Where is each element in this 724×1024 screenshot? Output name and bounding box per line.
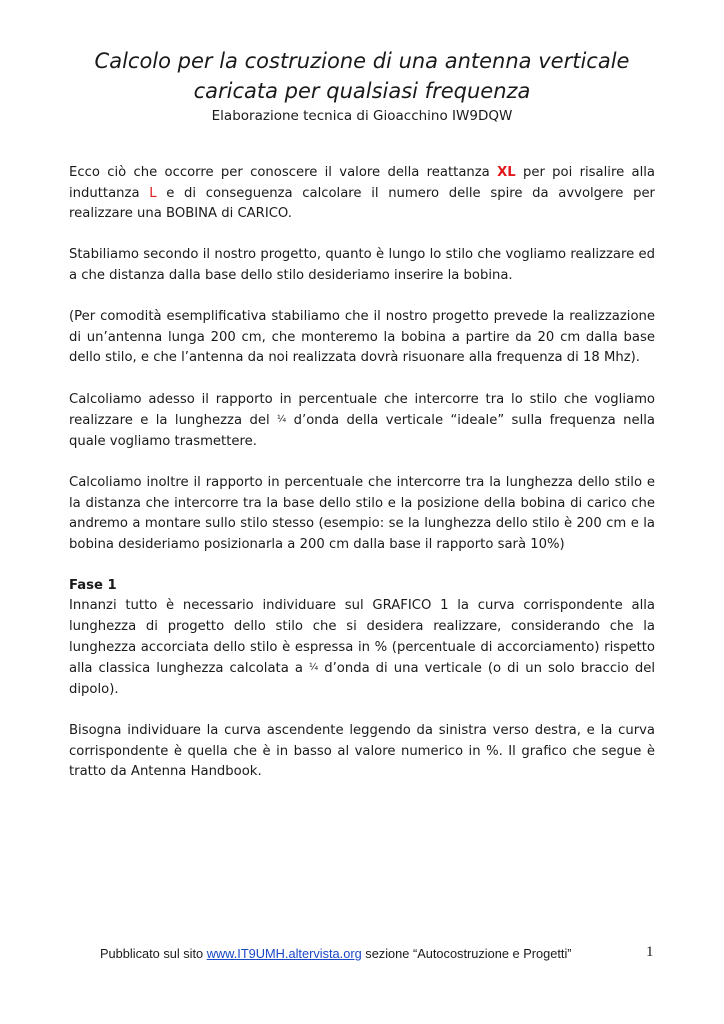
paragraph-4-text-b: d’onda della verticale “ideale” sulla frequenza nella quale vogliamo trasmettere.	[69, 413, 655, 449]
paragraph-1-text-a: Ecco ciò che occorre per conoscere il valore della reattanza	[69, 165, 498, 180]
paragraph-4-text-a: Calcoliamo adesso il rapporto in percentuale che intercorre tra lo stilo che vogliamo realizzare e la lunghezza del	[69, 391, 655, 429]
quarter-fraction: ¼	[277, 414, 287, 426]
section-heading-fase-1: Fase 1	[69, 577, 117, 593]
footer-suffix: sezione “Autocostruzione e Progetti”	[361, 946, 572, 961]
l-highlight: L	[149, 185, 157, 201]
page-number: 1	[646, 944, 654, 960]
xl-highlight: XL	[497, 165, 516, 180]
paragraph-1-text-c: e di conseguenza calcolare il numero delle spire da avvolgere per realizzare una BOBINA di CARICO.	[69, 185, 655, 222]
paragraph-7: Bisogna individuare la curva ascendente leggendo da sinistra verso destra, e la curva corrispondente è quella che è in basso al valore numerico in %. Il grafico che segue è tratto da Antenna Handbook.	[69, 723, 655, 780]
footer-prefix: Pubblicato sul sito	[100, 946, 207, 961]
paragraph-3: (Per comodità esemplificativa stabiliamo che il nostro progetto prevede la realizzazione di un’antenna lunga 200 cm, che monteremo la bobina a partire da 20 cm dalla base dello stilo, e che l’antenna da noi realizzata dovrà risuonare alla frequenza di 18 Mhz).	[69, 309, 655, 366]
document-body	[69, 163, 655, 803]
paragraph-6	[69, 596, 655, 700]
paragraph-6-text-b: d’onda di una verticale (o di un solo braccio del dipolo).	[69, 661, 655, 697]
paragraph-6-text-a: Innanzi tutto è necessario individuare sul GRAFICO 1 la curva corrispondente alla lunghezza di progetto dello stilo che si desidera realizzare, considerando che la lunghezza accorciata dello stilo è espressa in % (percentuale di accorciamento) rispetto alla classica lunghezza calcolata a	[69, 598, 655, 677]
footer	[100, 945, 660, 963]
title-line-1: Calcolo per la costruzione di una antenna verticale	[94, 49, 630, 73]
title-line-2: caricata per qualsiasi frequenza	[193, 79, 531, 103]
paragraph-5: Calcoliamo inoltre il rapporto in percentuale che intercorre tra la lunghezza dello stilo e la distanza che intercorre tra la base dello stilo e la posizione della bobina di carico che andremo a montare sullo stilo stesso (esempio: se la lunghezza dello stilo è 200 cm e la bobina desideriamo posizionarla a 200 cm dalla base il rapporto sarà 10%)	[69, 474, 655, 552]
paragraph-2: Stabiliamo secondo il nostro progetto, quanto è lungo lo stilo che vogliamo realizzare ed a che distanza dalla base dello stilo desideriamo inserire la bobina.	[69, 247, 655, 283]
paragraph-1-text-b: per poi risalire alla induttanza	[69, 165, 655, 201]
paragraph-4	[69, 390, 655, 453]
paragraph-1	[69, 163, 655, 225]
subtitle: Elaborazione tecnica di Gioacchino IW9DQW	[211, 108, 513, 124]
quarter-fraction: ¼	[308, 662, 319, 674]
footer-site-link[interactable]: www.IT9UMH.altervista.org	[206, 946, 362, 961]
